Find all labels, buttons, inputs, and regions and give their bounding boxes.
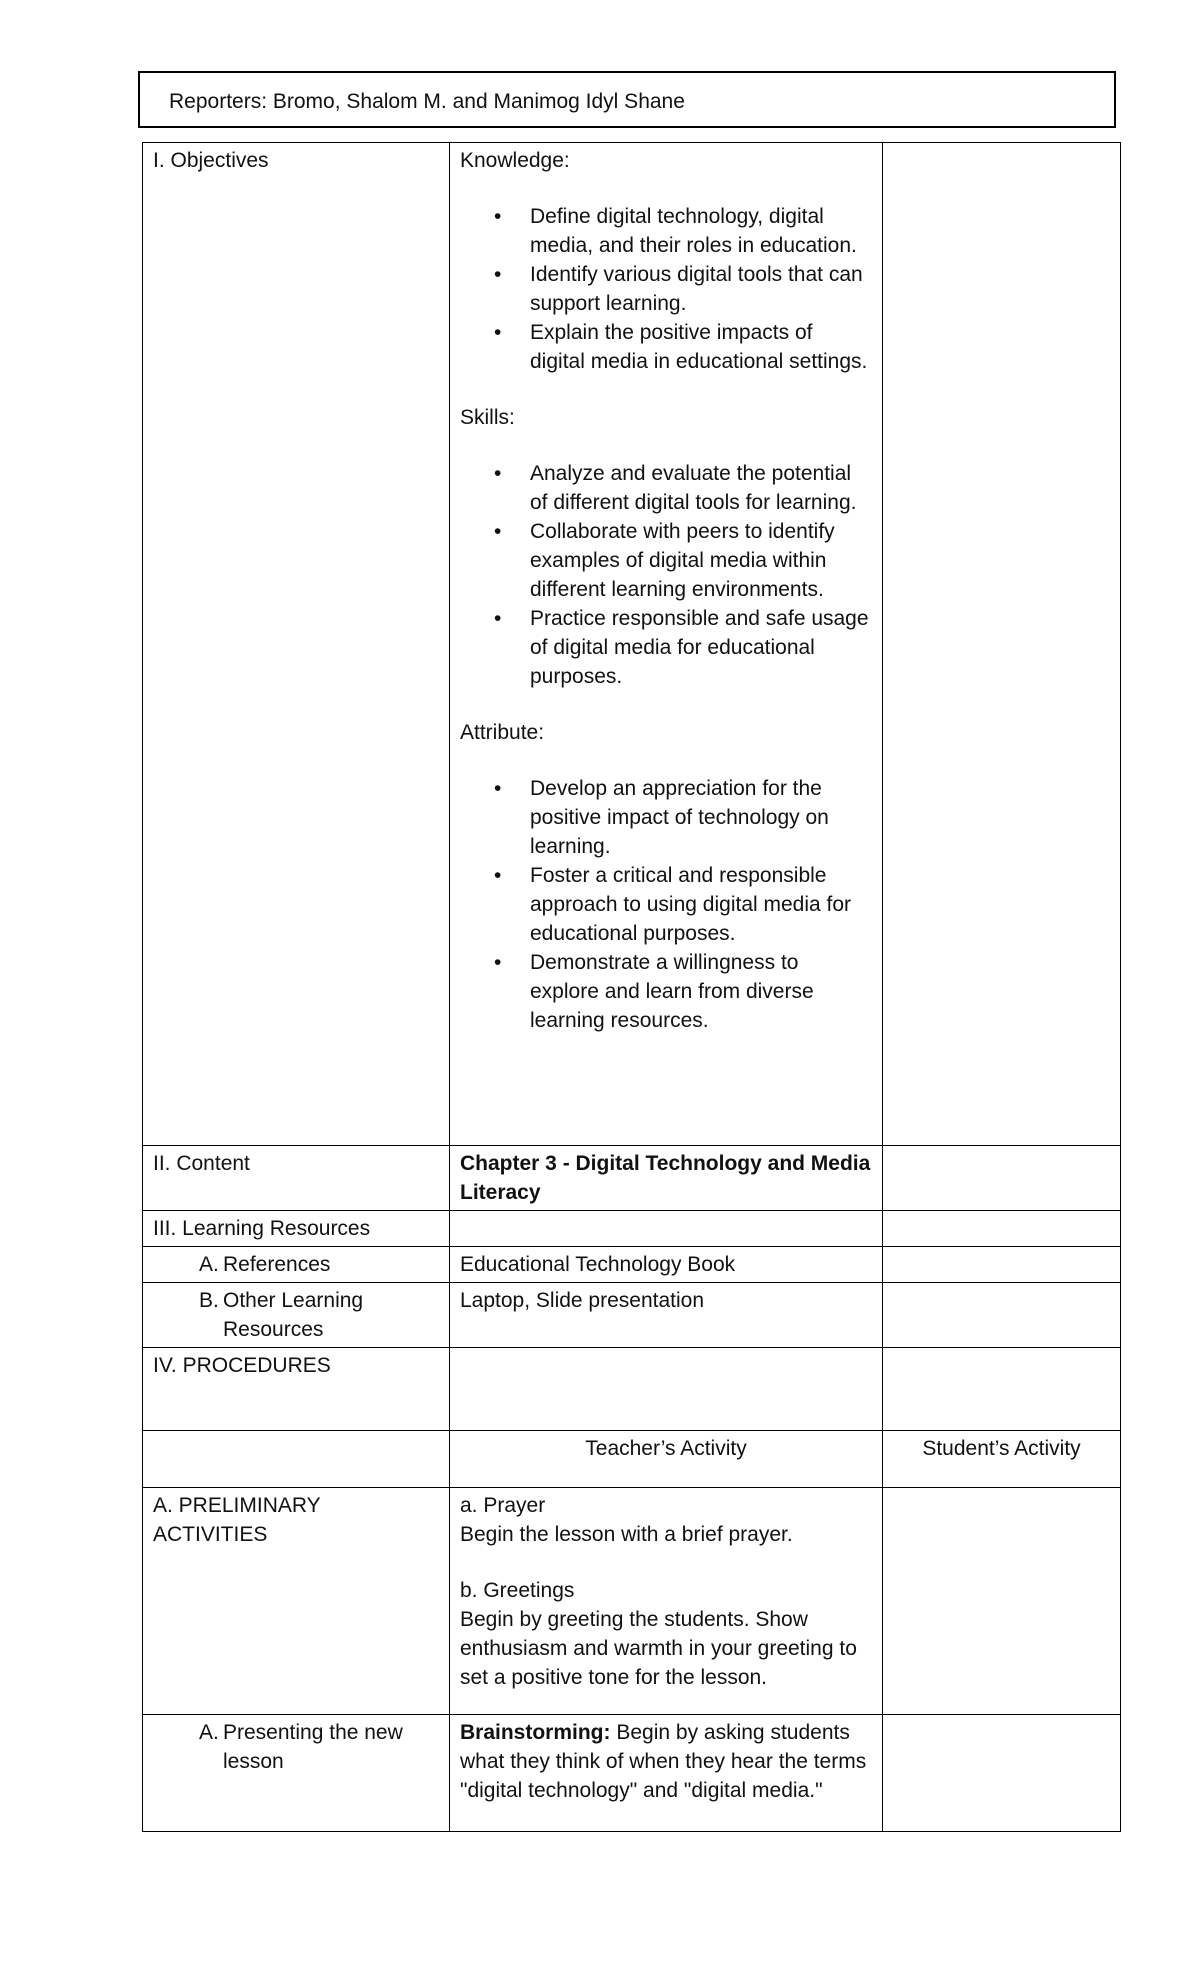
learning-resources-label: III. Learning Resources — [143, 1211, 450, 1247]
presenting-marker: A. — [199, 1721, 219, 1744]
skills-heading: Skills: — [460, 406, 515, 429]
preliminary-notes — [883, 1488, 1121, 1715]
attribute-heading: Attribute: — [460, 721, 545, 744]
references-notes — [883, 1247, 1121, 1283]
procedures-value — [450, 1348, 883, 1431]
references-marker: A. — [199, 1253, 219, 1276]
objectives-label: I. Objectives — [143, 143, 450, 1146]
list-item: • Practice responsible and safe usage of digital media for educational purposes. — [530, 604, 872, 691]
content-value: Chapter 3 - Digital Technology and Media Literacy — [450, 1146, 883, 1211]
lesson-plan-table — [142, 142, 1121, 1832]
procedures-notes — [883, 1348, 1121, 1431]
student-activity-header: Student’s Activity — [883, 1431, 1121, 1488]
presenting-cell — [450, 1715, 883, 1832]
list-item: • Identify various digital tools that can support learning. — [530, 260, 872, 318]
other-resources-row — [143, 1283, 1121, 1348]
presenting-notes — [883, 1715, 1121, 1832]
objectives-cell — [450, 143, 883, 1146]
skills-list — [460, 459, 872, 691]
references-label-cell — [143, 1247, 450, 1283]
preliminary-cell — [450, 1488, 883, 1715]
list-item: • Analyze and evaluate the potential of different digital tools for learning. — [530, 459, 872, 517]
brainstorming-text: Begin by asking students what they think of when they hear the terms "digital technology" and "digital media." — [460, 1721, 867, 1802]
other-resources-marker: B. — [199, 1289, 219, 1312]
list-item: • Collaborate with peers to identify examples of digital media within different learning environments. — [530, 517, 872, 604]
presenting-label: Presenting the new lesson — [223, 1721, 403, 1773]
preliminary-label: A. PRELIMINARY ACTIVITIES — [143, 1488, 450, 1715]
procedures-label: IV. PROCEDURES — [143, 1348, 450, 1431]
list-item: • Develop an appreciation for the positive impact of technology on learning. — [530, 774, 872, 861]
content-notes-cell — [883, 1146, 1121, 1211]
other-resources-notes — [883, 1283, 1121, 1348]
presenting-label-cell — [143, 1715, 450, 1832]
greetings-title: b. Greetings — [460, 1579, 575, 1602]
attribute-list — [460, 774, 872, 1035]
greetings-text: Begin by greeting the students. Show enthusiasm and warmth in your greeting to set a positive tone for the lesson. — [460, 1608, 857, 1689]
learning-resources-row — [143, 1211, 1121, 1247]
procedures-row — [143, 1348, 1121, 1431]
list-item: • Define digital technology, digital media, and their roles in education. — [530, 202, 872, 260]
objectives-notes-cell — [883, 143, 1121, 1146]
references-value: Educational Technology Book — [450, 1247, 883, 1283]
references-row — [143, 1247, 1121, 1283]
list-item: • Explain the positive impacts of digital media in educational settings. — [530, 318, 872, 376]
presenting-row — [143, 1715, 1121, 1832]
teacher-activity-header: Teacher’s Activity — [450, 1431, 883, 1488]
learning-resources-notes — [883, 1211, 1121, 1247]
content-label: II. Content — [143, 1146, 450, 1211]
references-label: References — [223, 1253, 331, 1276]
preliminary-row — [143, 1488, 1121, 1715]
prayer-title: a. Prayer — [460, 1494, 546, 1517]
objectives-row — [143, 143, 1121, 1146]
activity-header-row — [143, 1431, 1121, 1488]
activity-header-blank — [143, 1431, 450, 1488]
reporters-text: Reporters: Bromo, Shalom M. and Manimog Idyl Shane — [169, 90, 685, 113]
other-resources-label-cell — [143, 1283, 450, 1348]
learning-resources-value — [450, 1211, 883, 1247]
list-item: • Foster a critical and responsible approach to using digital media for educational purposes. — [530, 861, 872, 948]
content-row — [143, 1146, 1121, 1211]
other-resources-label: Other Learning Resources — [223, 1289, 364, 1341]
reporters-box — [138, 71, 1116, 128]
brainstorming-lead: Brainstorming: — [460, 1721, 611, 1744]
knowledge-list — [460, 202, 872, 376]
other-resources-value: Laptop, Slide presentation — [450, 1283, 883, 1348]
knowledge-heading: Knowledge: — [460, 149, 570, 172]
prayer-text: Begin the lesson with a brief prayer. — [460, 1523, 793, 1546]
list-item: • Demonstrate a willingness to explore and learn from diverse learning resources. — [530, 948, 872, 1035]
